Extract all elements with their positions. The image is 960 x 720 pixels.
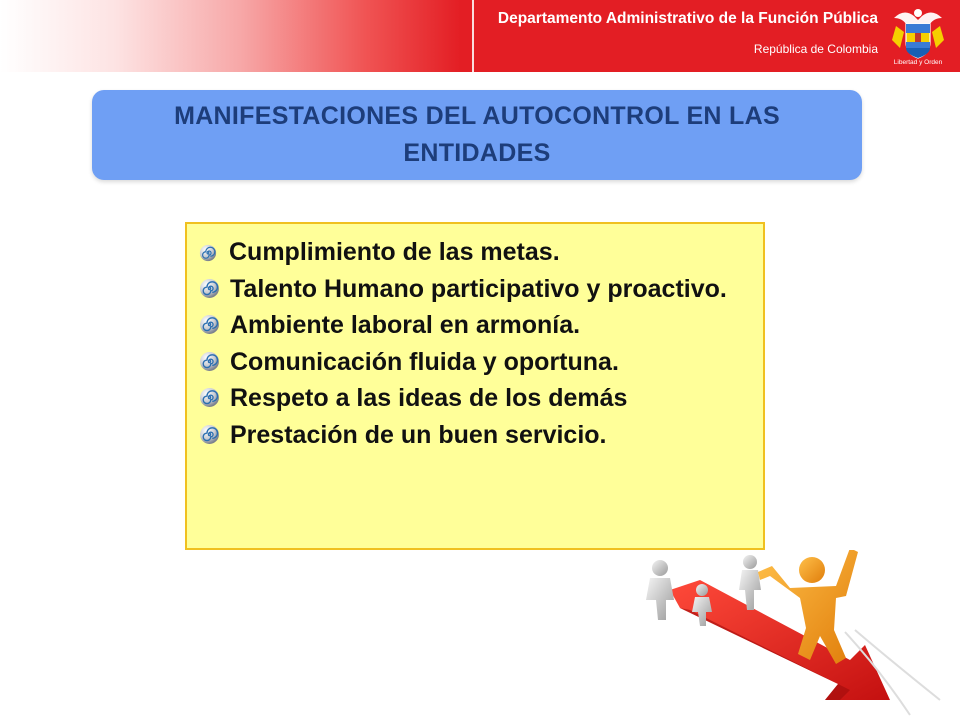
list-item — [199, 417, 751, 454]
spiral-bullet-icon — [199, 424, 220, 445]
title-box — [92, 90, 862, 180]
list-item-text: Prestación de un buen servicio. — [230, 420, 607, 449]
spiral-bullet-icon — [199, 351, 220, 372]
spiral-bullet-icon — [199, 314, 220, 335]
emblem-motto: Libertad y Orden — [893, 59, 943, 66]
slide-title: MANIFESTACIONES DEL AUTOCONTROL EN LAS ENTIDADES — [174, 102, 780, 167]
spiral-bullet-icon — [199, 278, 220, 299]
leader-on-arrow-illustration — [640, 550, 960, 720]
list-item — [199, 234, 751, 271]
list-item-text: Ambiente laboral en armonía. — [230, 311, 581, 339]
list-item-text: Talento Humano participativo y proactivo. — [230, 274, 727, 303]
list-item — [199, 271, 751, 308]
list-item — [199, 380, 751, 417]
header-subtitle: República de Colombia — [753, 42, 878, 56]
spiral-bullet-icon — [199, 244, 217, 262]
list-item — [199, 307, 751, 344]
spiral-bullet-icon — [199, 387, 220, 408]
list-item-text: Comunicación fluida y oportuna. — [230, 347, 619, 376]
header-title: Departamento Administrativo de la Función Pública — [497, 10, 878, 27]
header-divider — [472, 0, 474, 72]
list-item-text: Cumplimiento de las metas. — [229, 238, 560, 266]
content-box — [185, 222, 765, 550]
follower-figure — [646, 560, 674, 620]
list-item-text: Respeto a las ideas de los demás — [230, 384, 628, 412]
list-item — [199, 344, 751, 381]
bullet-list — [199, 234, 751, 453]
